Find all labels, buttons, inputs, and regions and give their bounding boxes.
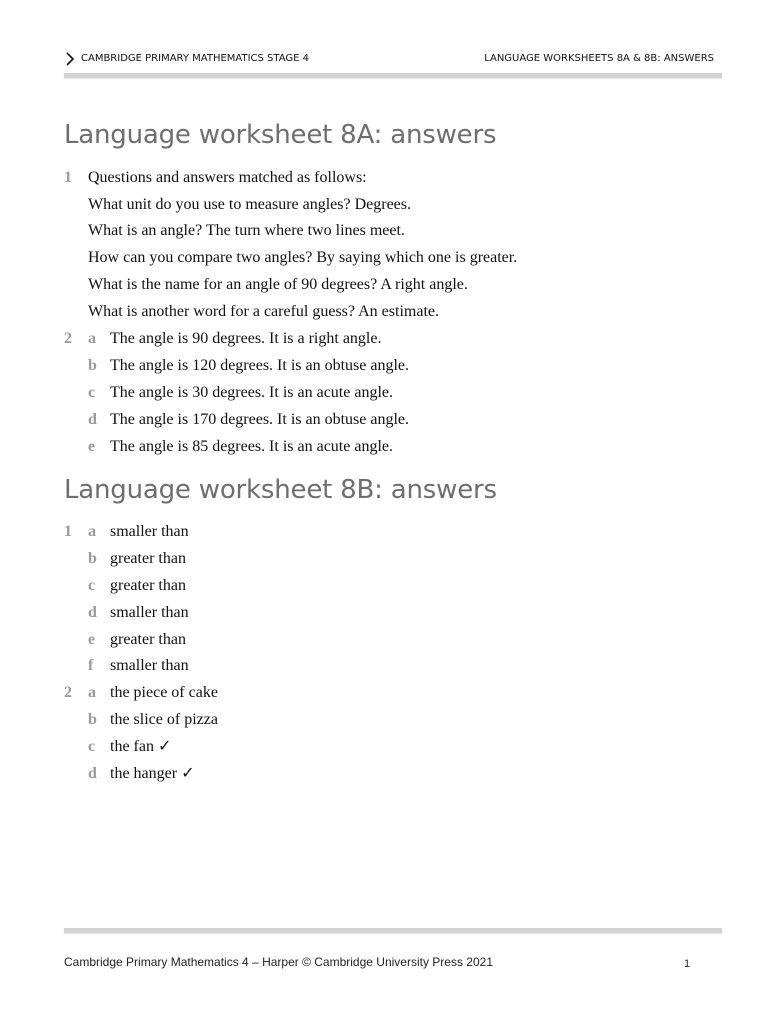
answer-text: Questions and answers matched as follows:: [88, 169, 367, 186]
footer-text: Cambridge Primary Mathematics 4 – Harper © Cambridge University Press 2021: [64, 955, 493, 969]
answer-text: smaller than: [110, 523, 189, 540]
answer-text: What is the name for an angle of 90 degrees? A right angle.: [88, 276, 468, 293]
question-number: 1: [64, 523, 72, 540]
header-rule: [64, 73, 722, 78]
answer-text: the hanger ✓: [110, 765, 195, 782]
item-letter: d: [88, 411, 97, 428]
answer-text: greater than: [110, 577, 186, 594]
answer-text: The angle is 170 degrees. It is an obtuse angle.: [110, 411, 410, 428]
answer-text: What is another word for a careful guess? An estimate.: [88, 303, 439, 320]
answer-text: What unit do you use to measure angles? Degrees.: [88, 196, 412, 213]
answer-text: How can you compare two angles? By saying which one is greater.: [88, 249, 518, 266]
chevron-right-icon: [66, 52, 74, 66]
answer-text: the slice of pizza: [110, 711, 218, 728]
item-letter: e: [88, 438, 96, 455]
item-letter: e: [88, 631, 96, 648]
question-number: 2: [64, 684, 72, 701]
answer-text: The angle is 30 degrees. It is an acute angle.: [110, 384, 393, 401]
answer-text: the fan ✓: [110, 738, 172, 755]
item-letter: b: [88, 357, 97, 374]
answer-text: greater than: [110, 550, 186, 567]
page-number: 1: [684, 958, 691, 970]
item-letter: a: [88, 330, 96, 347]
answer-text: The angle is 90 degrees. It is a right angle.: [110, 330, 382, 347]
header-left-title: CAMBRIDGE PRIMARY MATHEMATICS STAGE 4: [81, 53, 309, 64]
item-letter: d: [88, 765, 97, 782]
item-letter: b: [88, 550, 97, 567]
item-letter: c: [88, 738, 96, 755]
page-header: [66, 50, 714, 70]
item-letter: f: [88, 657, 94, 674]
section-a-title: Language worksheet 8A: answers: [64, 120, 497, 150]
section-b-title: Language worksheet 8B: answers: [64, 475, 497, 505]
item-letter: b: [88, 711, 97, 728]
answer-text: The angle is 85 degrees. It is an acute angle.: [110, 438, 393, 455]
answer-text: What is an angle? The turn where two lines meet.: [88, 222, 405, 239]
header-right-title: LANGUAGE WORKSHEETS 8A & 8B: ANSWERS: [484, 53, 714, 64]
answer-text: smaller than: [110, 657, 189, 674]
question-number: 2: [64, 330, 72, 347]
item-letter: d: [88, 604, 97, 621]
item-letter: a: [88, 684, 96, 701]
item-letter: c: [88, 384, 96, 401]
question-number: 1: [64, 169, 72, 186]
item-letter: a: [88, 523, 96, 540]
footer-rule: [64, 928, 722, 933]
item-letter: c: [88, 577, 96, 594]
answer-text: smaller than: [110, 604, 189, 621]
answer-text: greater than: [110, 631, 186, 648]
answer-text: The angle is 120 degrees. It is an obtuse angle.: [110, 357, 410, 374]
answer-text: the piece of cake: [110, 684, 218, 701]
